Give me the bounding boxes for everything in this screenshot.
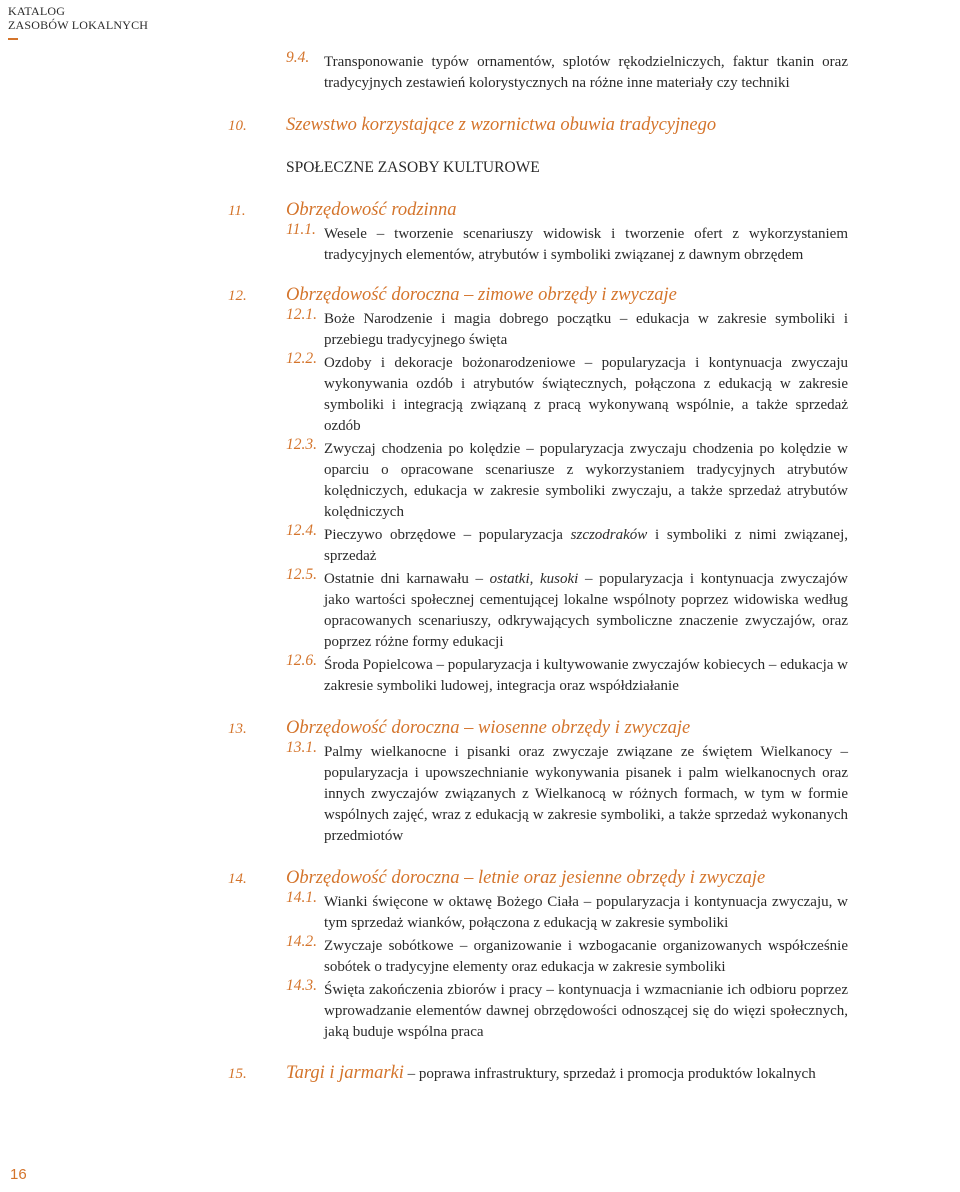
running-head-line1: KATALOG — [8, 4, 66, 18]
section-number: 15. — [228, 1066, 247, 1082]
item-number: 12.5. — [286, 566, 317, 583]
item-text: Transponowanie typów ornamentów, splotów rękodzielniczych, faktur tkanin oraz tradycyjnych zestawień kolorystycznych na różne inne materiały czy techniki — [324, 54, 848, 91]
item-text — [324, 569, 848, 653]
item-text: Palmy wielkanocne i pisanki oraz zwyczaje związane ze świętem Wielkanocy – popularyzacja i upowszechnianie wykonywania pisanek i palm wielkanocnych oraz innych zwyczajów związanych z Wielkanocą w różnych formach, w tym w formie wspólnych zajęć, wraz z edukacją w zakresie symboliki, a także sprzedaż wykonanych przedmiotów — [324, 744, 848, 844]
list-item-12-1 — [286, 306, 848, 351]
list-item-12-5 — [286, 566, 849, 653]
list-item-12-3 — [286, 436, 848, 523]
running-head — [8, 4, 148, 40]
section-15 — [228, 1063, 848, 1085]
item-number: 14.1. — [286, 889, 317, 906]
section-14 — [228, 867, 848, 890]
item-number: 14.3. — [286, 977, 317, 994]
item-number: 12.2. — [286, 350, 317, 367]
item-text-part: Pieczywo obrzędowe – popularyzacja — [324, 527, 571, 543]
item-text: Święta zakończenia zbiorów i pracy – kontynuacja i wzmacnianie ich odbioru poprzez wprowadzanie elementów dawnej obrzędowości odnoszącej się do więzi społecznych, jaką buduje wspólna praca — [324, 982, 848, 1040]
list-item-13-1 — [286, 739, 848, 847]
item-text: Wianki święcone w oktawę Bożego Ciała – popularyzacja i kontynuacja zwyczaju, w tym sprzedaż wianków, połączona z edukacją w zakresie symboliki — [324, 894, 848, 931]
list-item-14-1 — [286, 889, 848, 934]
item-text-emphasis: szczodraków — [570, 527, 648, 543]
section-title: Szewstwo korzystające z wzornictwa obuwia tradycyjnego — [286, 115, 717, 135]
item-text-part: i symboliki z nimi związanej, sprzedaż — [324, 527, 848, 564]
item-number: 12.4. — [286, 522, 317, 539]
item-number: 14.2. — [286, 933, 317, 950]
section-number: 13. — [228, 721, 247, 737]
document-body — [228, 49, 849, 1085]
section-number: 14. — [228, 871, 247, 887]
section-number: 11. — [228, 203, 246, 219]
section-title: Obrzędowość doroczna – wiosenne obrzędy i zwyczaje — [286, 718, 691, 738]
section-title: Obrzędowość doroczna – zimowe obrzędy i zwyczaje — [286, 285, 677, 305]
section-title: Obrzędowość doroczna – letnie oraz jesienne obrzędy i zwyczaje — [286, 868, 766, 888]
section-15-body — [286, 1063, 848, 1085]
section-title: Obrzędowość rodzinna — [286, 200, 457, 220]
section-12 — [228, 284, 848, 307]
item-text: Boże Narodzenie i magia dobrego początku – edukacja w zakresie symboliki i przebiegu tradycyjnego święta — [324, 311, 848, 348]
item-text: Ozdoby i dekoracje bożonarodzeniowe – popularyzacja i kontynuacja zwyczaju wykonywania ozdób i atrybutów świątecznych, połączona z edukacją w zakresie symboliki i integracją związaną z pracą wykonywaną wspólnie, a także sprzedaż ozdób — [324, 355, 848, 434]
section-text: – poprawa infrastruktury, sprzedaż i promocja produktów lokalnych — [403, 1066, 816, 1082]
item-text-emphasis: ostatki, kusoki — [489, 571, 579, 587]
running-head-dash — [8, 38, 18, 40]
item-number: 13.1. — [286, 739, 317, 756]
section-number: 12. — [228, 288, 247, 304]
list-item-12-6 — [286, 652, 848, 697]
item-text: Zwyczaje sobótkowe – organizowanie i wzbogacanie organizowanych współcześnie sobótek o tradycyjne elementy oraz edukacja w zakresie symboliki — [324, 938, 848, 975]
item-number: 9.4. — [286, 49, 310, 66]
list-item-14-2 — [286, 933, 848, 978]
item-text — [324, 525, 848, 567]
list-item-12-2 — [286, 350, 848, 437]
item-number: 12.6. — [286, 652, 317, 669]
section-13 — [228, 717, 848, 740]
list-item-14-3 — [286, 977, 848, 1043]
section-10 — [228, 114, 848, 137]
section-title: Targi i jarmarki — [286, 1063, 404, 1083]
section-number: 10. — [228, 118, 247, 134]
item-text: Wesele – tworzenie scenariuszy widowisk i tworzenie ofert z wykorzystaniem tradycyjnych elementów, atrybutów i symboliki związanej z dawnym obrzędem — [324, 226, 848, 263]
section-11 — [228, 199, 848, 222]
list-item-11-1 — [286, 221, 848, 266]
list-item-12-4 — [286, 522, 848, 567]
page-number: 16 — [10, 1166, 27, 1183]
item-text: Środa Popielcowa – popularyzacja i kultywowanie zwyczajów kobiecych – edukacja w zakresie symboliki ludowej, integracja oraz współdziałanie — [324, 657, 848, 694]
item-text: Zwyczaj chodzenia po kolędzie – popularyzacja zwyczaju chodzenia po kolędzie w oparciu o opracowane scenariusze z wykorzystaniem tradycyjnych atrybutów kolędniczych, edukacja w zakresie symboliki zwyczaju, a także sprzedaż atrybutów kolędniczych — [324, 441, 848, 520]
item-number: 12.1. — [286, 306, 317, 323]
item-text-part: – popularyzacja i kontynuacja zwyczajów jako wartości społecznej cementującej lokalne wspólnoty poprzez widowiska według opracowanych scenariuszy, odkrywających symboliczne znaczenie zwyczajów, oraz poprzez różne formy edukacji — [324, 571, 849, 650]
item-number: 11.1. — [286, 221, 316, 238]
running-head-line2: ZASOBÓW LOKALNYCH — [8, 18, 149, 32]
item-number: 12.3. — [286, 436, 317, 453]
heading-social-resources: SPOŁECZNE ZASOBY KULTUROWE — [286, 159, 540, 176]
list-item-9-4 — [286, 49, 848, 94]
item-text-part: Ostatnie dni karnawału – — [324, 571, 490, 587]
